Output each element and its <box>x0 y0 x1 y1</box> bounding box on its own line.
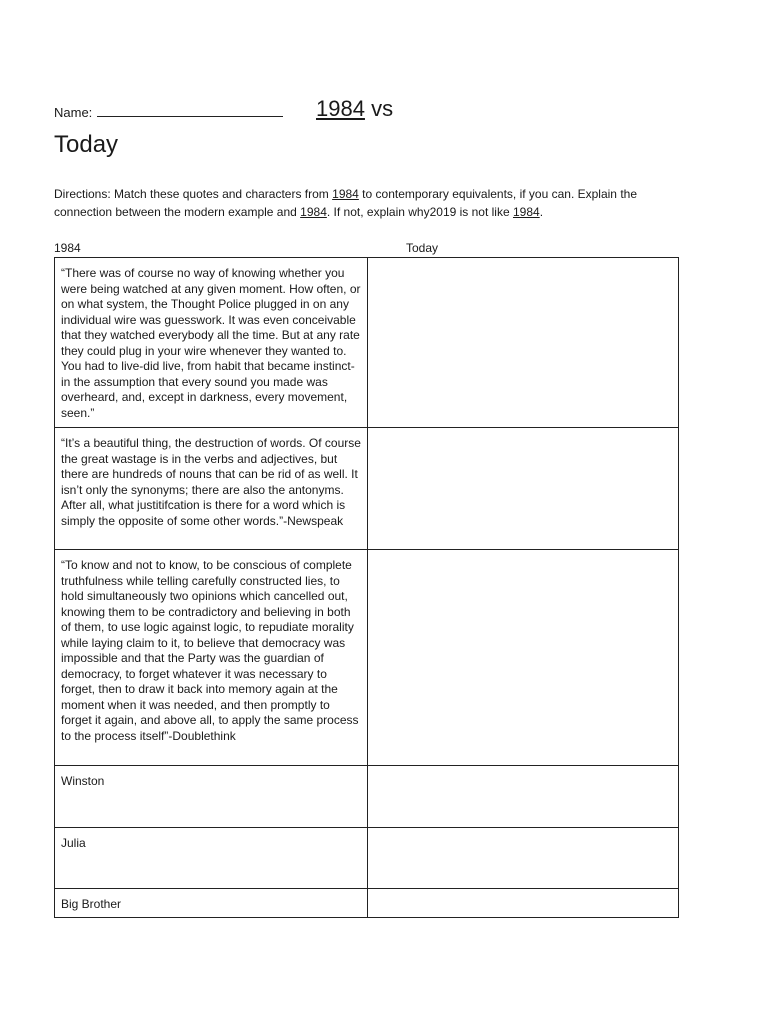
quote-cell: Winston <box>55 766 368 828</box>
today-cell[interactable] <box>368 258 679 428</box>
directions-book-title: 1984 <box>332 187 359 201</box>
table-row <box>55 428 679 550</box>
name-blank-line[interactable] <box>97 104 283 117</box>
quote-cell: “To know and not to know, to be conscious of complete truthfulness while telling carefully constructed lies, to hold simultaneously two opinions which cancelled out, knowing them to be contradictory and believing in both of them, to use logic against logic, to repudiate morality while laying claim to it, to believe that democracy was impossible and that the Party was the guardian of democracy, to forget whatever it was necessary to forget, then to draw it back into memory again at the moment when it was needed, and then promptly to forget it again, and above all, to apply the same process to the process itself”-Doublethink <box>55 550 368 766</box>
title-vs: vs <box>364 96 394 121</box>
title-1984: 1984 <box>316 96 365 121</box>
quote-cell: Julia <box>55 828 368 889</box>
table-row <box>55 828 679 889</box>
directions-text <box>54 185 694 221</box>
comparison-table <box>54 257 679 918</box>
directions-book-title: 1984 <box>300 205 327 219</box>
name-field <box>54 104 283 120</box>
directions-part: . <box>539 205 544 219</box>
name-label: Name: <box>54 105 93 120</box>
today-cell[interactable] <box>368 828 679 889</box>
quote-cell: Big Brother <box>55 889 368 918</box>
directions-book-title: 1984 <box>512 205 540 219</box>
table-row <box>55 550 679 766</box>
today-cell[interactable] <box>368 550 679 766</box>
directions-part: . If not, explain why2019 is not like <box>326 205 513 219</box>
directions-part: to contemporary equivalents, if you can. Explain the connection between the modern example and <box>54 187 637 219</box>
column-header-1984: 1984 <box>54 241 81 255</box>
today-cell[interactable] <box>368 889 679 918</box>
table-row <box>55 766 679 828</box>
table-row <box>55 258 679 428</box>
directions-part: Directions: Match these quotes and characters from <box>54 187 333 201</box>
quote-cell: “There was of course no way of knowing whether you were being watched at any given moment. How often, or on what system, the Thought Police plugged in on any individual wire was guesswork. It was even conceivable that they watched everybody all the time. But at any rate they could plug in your wire whenever they wanted to. You had to live-did live, from habit that became instinct-in the assumption that every sound you made was overheard, and, except in darkness, every movement, seen.” <box>55 258 368 428</box>
table-row <box>55 889 679 918</box>
today-cell[interactable] <box>368 428 679 550</box>
today-cell[interactable] <box>368 766 679 828</box>
title-today: Today <box>54 131 119 158</box>
quote-cell: “It’s a beautiful thing, the destruction of words. Of course the great wastage is in the verbs and adjectives, but there are hundreds of nouns that can be rid of as well. It isn’t only the synonyms; there are also the antonyms. After all, what justitifcation is there for a word which is simply the opposite of some other words.”-Newspeak <box>55 428 368 550</box>
column-header-today: Today <box>406 241 439 255</box>
page-title <box>316 96 393 122</box>
